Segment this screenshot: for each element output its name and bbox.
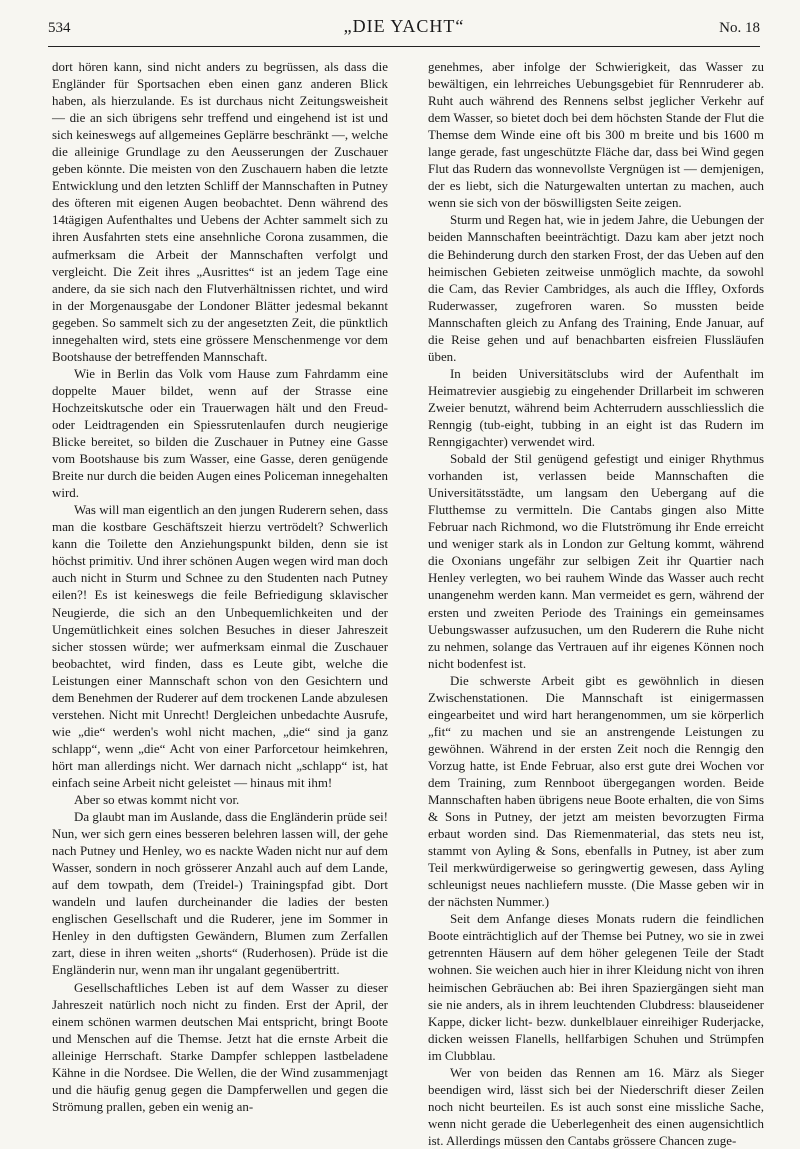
header-rule [48,46,760,47]
left-column [52,58,388,1115]
paragraph: Aber so etwas kommt nicht vor. [74,792,240,808]
paragraph: Was will man eigentlich an den jungen Ruderern sehen, dass man die kostbare Geschäftszeit hierzu vertrödelt? Schwerlich kann die Toilette den Anziehungspunkt bilden, denn sie ist höchst primitiv. Und ihrer schönen Augen wegen wird man doch auch nicht in Sturm und Schnee zu den Studenten nach Putney eilen?! Es ist keineswegs die feile Befriedigung sklavischer Neugierde, die sich an den Unbequemlichkeiten und der Ungemütlichkeit eines solchen Besuches in dieser Jahreszeit sicher stossen würde; wer aufmerksam einmal die Zuschauer beobachtet, wird finden, dass es Leute gibt, welche die Leistungen einer Mannschaft schon von den Gesichtern und dem Benehmen der Ruderer auf dem trockenen Lande abzulesen verstehen. Nicht mit Unrecht! Dergleichen unbedachte Ausrufe, wie „die“ werden's wohl nicht machen, „die“ sind ja ganz schlapp“, wenn „die“ Acht von einer Parforcetour heimkehren, hört man allerdings nicht. Wer darnach nicht „schlapp“ ist, hat einfach seine Arbeit nicht geleistet — hinaus mit ihm! [52,502,388,790]
paragraph: Die schwerste Arbeit gibt es gewöhnlich in diesen Zwischenstationen. Die Mannschaft ist einigermassen eingearbeitet und wird hart herangenommen, um sie körperlich „fit“ zu machen und sie an anstrengende Leistungen zu gewöhnen. Während in der ersten Zeit noch die Renngig den Vorzug hatte, ist Ende Februar, also erst gute drei Wochen vor dem Training, zum Rennboot übergegangen worden. Beide Mannschaften haben übrigens neue Boote erhalten, die von Sims & Sons in Putney, der jetzt am meisten bevorzugten Firma erbaut worden sind. Das Riemenmaterial, das stets neu ist, stammt von Ayling & Sons, ebenfalls in Putney, ist aber zum Teil merkwürdigerweise so geringwertig gewesen, dass Ayling schleunigst neues nachliefern musste. (Die Masse geben wir in der nächsten Nummer.) [428,672,764,910]
paragraph: Sobald der Stil genügend gefestigt und einiger Rhythmus vorhanden ist, verlassen beide Mannschaften die Universitätsstädte, um langsam den Uebergang auf die Flutthemse zu vermitteln. Die Cantabs gingen also Mitte Februar nach Richmond, wo die Flutströmung ihr Ende erreicht und weniger stark als in London zur Geltung kommt, während die Oxonians ungefähr zur selbigen Zeit ihr Quartier nach Henley verlegten, wo bei rauhem Winde das Wasser auch recht unangenehm werden kann. Man vermeidet es gern, während der ersten und zweiten Periode des Trainings ein gemeinsames Uebungswasser aufzusuchen, um den Ruderern die Ruhe nicht zu nehmen, solange das Vertrauen auf ihr eigenes Können noch nicht bodenfest ist. [428,451,764,671]
journal-title: „DIE YACHT“ [343,16,465,36]
paragraph: dort hören kann, sind nicht anders zu begrüssen, als dass die Engländer für Sportsachen eben einen ganz anderen Blick haben, als hierzulande. Es ist durchaus nicht Zeitungsweisheit — die an sich übrigens sehr treffend und eingehend ist ist und sich keineswegs auf allgemeines Geplärre beschränkt —, welche die alleinige Grundlage zu den Aeusserungen der Zuschauer geben könnte. Die meisten von den Zuschauern haben die letzte Entwicklung und den letzten Schliff der Mannschaften in Putney des öfteren mit eigenen Augen beobachtet. Denn während des 14tägigen Aufenthaltes und Uebens der Achter sammelt sich zu ihren Ausfahrten stets eine ansehnliche Corona zusammen, die aufmerksam die Arbeit der Mannschaften verfolgt und vergleicht. Die Zeit ihres „Ausrittes“ ist an jedem Tage eine andere, da sie sich nach den Flutverhältnissen richtet, und wird in der Morgenausgabe der Londoner Blätter jedesmal bekannt gegeben. So sammelt sich zu der angesetzten Zeit, die pünktlich innegehalten wird, stets eine grössere Menschenmenge vor dem Bootshause der betreffenden Mannschaft. [52,59,388,364]
right-column [428,58,764,1149]
paragraph: genehmes, aber infolge der Schwierigkeit, das Wasser zu bewältigen, ein lehrreiches Uebungsgebiet für Rennruderer ab. Ruht auch während des Rennens selbst jeglicher Verkehr auf dem Wasser, so bietet doch bei dem höchsten Stande der Flut die Themse dem Winde eine oft bis 300 m breite und bis 1600 m lange gerade, fast ungeschützte Fläche dar, dass bei Wind gegen Flut das Rudern das wonnevollste Vergnügen ist — demjenigen, der es liebt, sich die Naturgewalten untertan zu machen, auch wenn sie sich von der böswilligsten Seite zeigen. [428,59,764,211]
page-header [48,16,760,46]
paragraph: In beiden Universitätsclubs wird der Aufenthalt im Heimatrevier ausgiebig zu eingehender Drillarbeit im schweren Zweier benutzt, während beim Achterrudern ausschliesslich die Renngig (tub-eight, tubbing in an eight ist das Rudern im Renngigachter) verwendet wird. [428,365,764,450]
paragraph: Wie in Berlin das Volk vom Hause zum Fahrdamm eine doppelte Mauer bildet, wenn auf der Strasse eine Hochzeitskutsche oder ein Trauerwagen hält und den Freud- oder Leidtragenden ein Spiessrutenlaufen durch neugierige Blicke bereitet, so bilden die Zuschauer in Putney eine Gasse vom Bootshause bis zum Wasser, eine Gasse, deren genügende Breite nur durch die beiden Augen eines Policeman innegehalten wird. [52,365,388,501]
page-number: 534 [48,20,71,36]
paragraph: Gesellschaftliches Leben ist auf dem Wasser zu dieser Jahreszeit natürlich noch nicht zu finden. Erst der April, der einem schönen warmen deutschen Mai entspricht, bringt Boote und Menschen auf die Themse. Jetzt hat die ernste Arbeit die alleinige Herrschaft. Starke Dampfer schleppen lastbeladene Kähne in die Nordsee. Die Wellen, die der Wind zusammenjagt und die häufig genug gegen die Dampferwellen und gegen die Strömung prallen, geben ein wenig an- [52,979,388,1114]
paragraph: Wer von beiden das Rennen am 16. März als Sieger beendigen wird, lässt sich bei der Niederschrift dieser Zeilen noch nicht beurteilen. Es ist auch sonst eine missliche Sache, wenn nicht gerade die Ueberlegenheit des einen augensichtlich ist. Allerdings müssen den Cantabs grössere Chancen zuge- [428,1064,764,1148]
paragraph: Seit dem Anfange dieses Monats rudern die feindlichen Boote einträchtiglich auf der Themse bei Putney, wo sie in zwei getrennten Häusern auf dem höher gelegenen Teile der Stadt wohnen. Sie weichen auch hier in ihrer Kleidung nicht von ihren heimischen Gebräuchen ab: Bei ihren Spaziergängen sieht man sie nie anders, als in ihrem leuchtenden Clubdress: blauseidener Kappe, dicker licht- bezw. dunkelblauer einreihiger Ruderjacke, dicken weissen Flanells, hellfarbigen Schuhen und Strümpfen im Clubblau. [428,911,764,1063]
paragraph: Sturm und Regen hat, wie in jedem Jahre, die Uebungen der beiden Mannschaften beeinträchtigt. Dazu kam aber jetzt noch die Behinderung durch den starken Frost, der das Ueben auf den heimischen Gebieten zeitweise unmöglich machte, da sowohl die Cam, das Revier Cambridges, als auch die Iffley, Oxfords Ruderwasser, zugefroren waren. So mussten beide Mannschaften gleich zu Anfang des Training, Ende Januar, auf die Reise gehen und auf benachbarten eisfreien Flussläufen üben. [428,212,764,364]
issue-number: No. 18 [719,20,760,36]
paragraph: Da glaubt man im Auslande, dass die Engländerin prüde sei! Nun, wer sich gern eines besseren belehren lassen will, der gehe nach Putney und Henley, wo es nackte Waden nicht nur auf dem Wasser, sondern in noch grösserer Anzahl auch auf dem Lande, auf dem towpath, dem (Treidel-) Trainingspfad gibt. Dort wandeln und laufen durcheinander die ladies der besten englischen Gesellschaft und die Ruderer, jene im Sommer in Henley in den duftigsten Gewändern, Blumen zum Zerfallen zart, diese in ihren weiten „shorts“ (Ruderhosen). Prüde ist die Engländerin nur, wenn man ihr ungalant gegenübertritt. [52,809,388,978]
